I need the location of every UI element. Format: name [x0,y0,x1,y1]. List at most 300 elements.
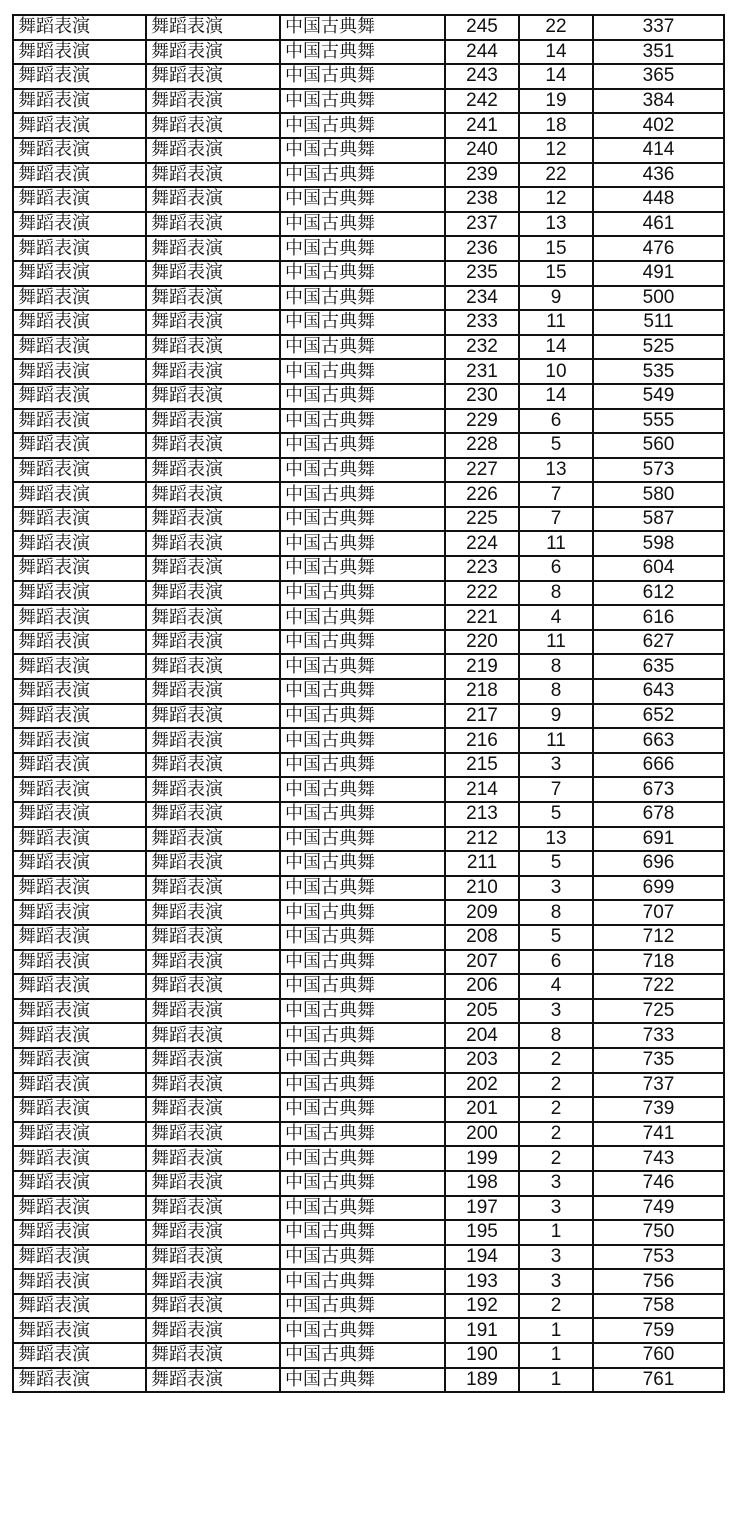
category-cell: 舞蹈表演 [13,507,146,532]
count-cell: 22 [519,15,593,40]
table-row [13,286,724,311]
category-cell: 舞蹈表演 [13,1294,146,1319]
cumulative-cell: 384 [593,89,724,114]
count-cell: 1 [519,1220,593,1245]
table-row [13,1294,724,1319]
direction-cell: 中国古典舞 [280,827,445,852]
cumulative-cell: 678 [593,802,724,827]
major-cell: 舞蹈表演 [146,827,280,852]
cumulative-cell: 758 [593,1294,724,1319]
cumulative-cell: 666 [593,753,724,778]
category-cell: 舞蹈表演 [13,40,146,65]
score-cell: 234 [445,286,519,311]
count-cell: 19 [519,89,593,114]
count-cell: 5 [519,433,593,458]
table-row [13,433,724,458]
major-cell: 舞蹈表演 [146,1196,280,1221]
category-cell: 舞蹈表演 [13,728,146,753]
score-cell: 204 [445,1023,519,1048]
count-cell: 7 [519,507,593,532]
direction-cell: 中国古典舞 [280,1220,445,1245]
direction-cell: 中国古典舞 [280,384,445,409]
count-cell: 15 [519,261,593,286]
count-cell: 2 [519,1294,593,1319]
table-row [13,851,724,876]
category-cell: 舞蹈表演 [13,163,146,188]
major-cell: 舞蹈表演 [146,605,280,630]
table-row [13,581,724,606]
direction-cell: 中国古典舞 [280,704,445,729]
cumulative-cell: 491 [593,261,724,286]
count-cell: 14 [519,335,593,360]
table-row [13,384,724,409]
cumulative-cell: 535 [593,359,724,384]
score-cell: 227 [445,458,519,483]
score-cell: 218 [445,679,519,704]
major-cell: 舞蹈表演 [146,802,280,827]
table-row [13,163,724,188]
cumulative-cell: 663 [593,728,724,753]
category-cell: 舞蹈表演 [13,1048,146,1073]
score-cell: 193 [445,1269,519,1294]
table-row [13,335,724,360]
score-cell: 199 [445,1146,519,1171]
category-cell: 舞蹈表演 [13,1343,146,1368]
count-cell: 1 [519,1343,593,1368]
count-cell: 22 [519,163,593,188]
category-cell: 舞蹈表演 [13,113,146,138]
category-cell: 舞蹈表演 [13,64,146,89]
major-cell: 舞蹈表演 [146,163,280,188]
major-cell: 舞蹈表演 [146,310,280,335]
count-cell: 5 [519,802,593,827]
category-cell: 舞蹈表演 [13,1245,146,1270]
direction-cell: 中国古典舞 [280,876,445,901]
score-cell: 207 [445,950,519,975]
score-cell: 240 [445,138,519,163]
cumulative-cell: 402 [593,113,724,138]
score-cell: 219 [445,654,519,679]
direction-cell: 中国古典舞 [280,925,445,950]
score-cell: 210 [445,876,519,901]
cumulative-cell: 627 [593,630,724,655]
category-cell: 舞蹈表演 [13,876,146,901]
table-row [13,1048,724,1073]
category-cell: 舞蹈表演 [13,999,146,1024]
score-cell: 236 [445,236,519,261]
count-cell: 15 [519,236,593,261]
direction-cell: 中国古典舞 [280,335,445,360]
cumulative-cell: 707 [593,900,724,925]
major-cell: 舞蹈表演 [146,113,280,138]
category-cell: 舞蹈表演 [13,1220,146,1245]
category-cell: 舞蹈表演 [13,777,146,802]
major-cell: 舞蹈表演 [146,728,280,753]
category-cell: 舞蹈表演 [13,1146,146,1171]
cumulative-cell: 414 [593,138,724,163]
category-cell: 舞蹈表演 [13,605,146,630]
direction-cell: 中国古典舞 [280,40,445,65]
score-cell: 205 [445,999,519,1024]
score-cell: 189 [445,1368,519,1393]
direction-cell: 中国古典舞 [280,409,445,434]
direction-cell: 中国古典舞 [280,64,445,89]
score-cell: 235 [445,261,519,286]
major-cell: 舞蹈表演 [146,507,280,532]
table-row [13,310,724,335]
direction-cell: 中国古典舞 [280,113,445,138]
count-cell: 3 [519,1269,593,1294]
cumulative-cell: 635 [593,654,724,679]
table-row [13,974,724,999]
score-cell: 239 [445,163,519,188]
category-cell: 舞蹈表演 [13,187,146,212]
major-cell: 舞蹈表演 [146,409,280,434]
major-cell: 舞蹈表演 [146,433,280,458]
major-cell: 舞蹈表演 [146,1245,280,1270]
category-cell: 舞蹈表演 [13,212,146,237]
major-cell: 舞蹈表演 [146,1122,280,1147]
cumulative-cell: 746 [593,1171,724,1196]
count-cell: 5 [519,851,593,876]
cumulative-cell: 476 [593,236,724,261]
category-cell: 舞蹈表演 [13,261,146,286]
count-cell: 3 [519,1196,593,1221]
count-cell: 2 [519,1097,593,1122]
table-row [13,409,724,434]
cumulative-cell: 699 [593,876,724,901]
cumulative-cell: 616 [593,605,724,630]
table-row [13,950,724,975]
count-cell: 3 [519,999,593,1024]
direction-cell: 中国古典舞 [280,1146,445,1171]
direction-cell: 中国古典舞 [280,1343,445,1368]
major-cell: 舞蹈表演 [146,1343,280,1368]
category-cell: 舞蹈表演 [13,433,146,458]
cumulative-cell: 500 [593,286,724,311]
score-cell: 202 [445,1073,519,1098]
category-cell: 舞蹈表演 [13,925,146,950]
category-cell: 舞蹈表演 [13,581,146,606]
table-row [13,187,724,212]
direction-cell: 中国古典舞 [280,310,445,335]
major-cell: 舞蹈表演 [146,359,280,384]
direction-cell: 中国古典舞 [280,15,445,40]
table-row [13,1171,724,1196]
score-cell: 245 [445,15,519,40]
score-cell: 230 [445,384,519,409]
direction-cell: 中国古典舞 [280,1245,445,1270]
cumulative-cell: 573 [593,458,724,483]
table-row [13,458,724,483]
count-cell: 3 [519,1171,593,1196]
direction-cell: 中国古典舞 [280,187,445,212]
cumulative-cell: 735 [593,1048,724,1073]
major-cell: 舞蹈表演 [146,286,280,311]
table-row [13,1122,724,1147]
major-cell: 舞蹈表演 [146,138,280,163]
count-cell: 2 [519,1073,593,1098]
direction-cell: 中国古典舞 [280,728,445,753]
category-cell: 舞蹈表演 [13,1073,146,1098]
score-cell: 223 [445,556,519,581]
count-cell: 7 [519,482,593,507]
table-row [13,704,724,729]
direction-cell: 中国古典舞 [280,286,445,311]
score-cell: 200 [445,1122,519,1147]
score-cell: 201 [445,1097,519,1122]
cumulative-cell: 756 [593,1269,724,1294]
table-row [13,138,724,163]
category-cell: 舞蹈表演 [13,851,146,876]
major-cell: 舞蹈表演 [146,212,280,237]
direction-cell: 中国古典舞 [280,900,445,925]
cumulative-cell: 733 [593,1023,724,1048]
score-cell: 225 [445,507,519,532]
direction-cell: 中国古典舞 [280,999,445,1024]
category-cell: 舞蹈表演 [13,974,146,999]
count-cell: 14 [519,40,593,65]
category-cell: 舞蹈表演 [13,531,146,556]
direction-cell: 中国古典舞 [280,753,445,778]
major-cell: 舞蹈表演 [146,1318,280,1343]
count-cell: 8 [519,654,593,679]
category-cell: 舞蹈表演 [13,1171,146,1196]
category-cell: 舞蹈表演 [13,1196,146,1221]
major-cell: 舞蹈表演 [146,89,280,114]
count-cell: 6 [519,556,593,581]
category-cell: 舞蹈表演 [13,482,146,507]
score-cell: 238 [445,187,519,212]
cumulative-cell: 560 [593,433,724,458]
direction-cell: 中国古典舞 [280,1073,445,1098]
score-cell: 198 [445,1171,519,1196]
count-cell: 8 [519,900,593,925]
direction-cell: 中国古典舞 [280,1171,445,1196]
cumulative-cell: 737 [593,1073,724,1098]
major-cell: 舞蹈表演 [146,187,280,212]
major-cell: 舞蹈表演 [146,236,280,261]
score-cell: 232 [445,335,519,360]
score-cell: 244 [445,40,519,65]
table-row [13,1220,724,1245]
direction-cell: 中国古典舞 [280,458,445,483]
cumulative-cell: 749 [593,1196,724,1221]
count-cell: 10 [519,359,593,384]
count-cell: 1 [519,1318,593,1343]
table-row [13,900,724,925]
category-cell: 舞蹈表演 [13,654,146,679]
count-cell: 14 [519,64,593,89]
count-cell: 4 [519,974,593,999]
major-cell: 舞蹈表演 [146,581,280,606]
score-cell: 233 [445,310,519,335]
cumulative-cell: 525 [593,335,724,360]
table-row [13,359,724,384]
category-cell: 舞蹈表演 [13,409,146,434]
count-cell: 4 [519,605,593,630]
count-cell: 18 [519,113,593,138]
direction-cell: 中国古典舞 [280,1318,445,1343]
major-cell: 舞蹈表演 [146,15,280,40]
score-cell: 213 [445,802,519,827]
table-row [13,1269,724,1294]
category-cell: 舞蹈表演 [13,704,146,729]
direction-cell: 中国古典舞 [280,433,445,458]
count-cell: 11 [519,531,593,556]
cumulative-cell: 549 [593,384,724,409]
category-cell: 舞蹈表演 [13,1269,146,1294]
major-cell: 舞蹈表演 [146,458,280,483]
score-cell: 222 [445,581,519,606]
score-cell: 224 [445,531,519,556]
major-cell: 舞蹈表演 [146,777,280,802]
table-row [13,654,724,679]
direction-cell: 中国古典舞 [280,1097,445,1122]
count-cell: 8 [519,679,593,704]
score-cell: 192 [445,1294,519,1319]
count-cell: 3 [519,753,593,778]
count-cell: 8 [519,1023,593,1048]
count-cell: 6 [519,409,593,434]
count-cell: 2 [519,1048,593,1073]
category-cell: 舞蹈表演 [13,15,146,40]
major-cell: 舞蹈表演 [146,1220,280,1245]
direction-cell: 中国古典舞 [280,1023,445,1048]
score-cell: 243 [445,64,519,89]
score-cell: 242 [445,89,519,114]
category-cell: 舞蹈表演 [13,679,146,704]
count-cell: 6 [519,950,593,975]
count-cell: 11 [519,728,593,753]
cumulative-cell: 759 [593,1318,724,1343]
major-cell: 舞蹈表演 [146,999,280,1024]
table-row [13,827,724,852]
direction-cell: 中国古典舞 [280,1368,445,1393]
cumulative-cell: 712 [593,925,724,950]
direction-cell: 中国古典舞 [280,531,445,556]
count-cell: 2 [519,1122,593,1147]
major-cell: 舞蹈表演 [146,1294,280,1319]
table-row [13,64,724,89]
category-cell: 舞蹈表演 [13,630,146,655]
direction-cell: 中国古典舞 [280,236,445,261]
cumulative-cell: 718 [593,950,724,975]
table-row [13,925,724,950]
direction-cell: 中国古典舞 [280,974,445,999]
direction-cell: 中国古典舞 [280,1294,445,1319]
direction-cell: 中国古典舞 [280,261,445,286]
major-cell: 舞蹈表演 [146,482,280,507]
direction-cell: 中国古典舞 [280,1048,445,1073]
direction-cell: 中国古典舞 [280,851,445,876]
score-cell: 191 [445,1318,519,1343]
table-row [13,876,724,901]
direction-cell: 中国古典舞 [280,507,445,532]
direction-cell: 中国古典舞 [280,630,445,655]
count-cell: 2 [519,1146,593,1171]
cumulative-cell: 587 [593,507,724,532]
count-cell: 7 [519,777,593,802]
cumulative-cell: 725 [593,999,724,1024]
direction-cell: 中国古典舞 [280,605,445,630]
major-cell: 舞蹈表演 [146,704,280,729]
direction-cell: 中国古典舞 [280,679,445,704]
score-cell: 212 [445,827,519,852]
major-cell: 舞蹈表演 [146,384,280,409]
score-distribution-table [12,14,725,1393]
table-row [13,1245,724,1270]
count-cell: 13 [519,458,593,483]
category-cell: 舞蹈表演 [13,900,146,925]
category-cell: 舞蹈表演 [13,802,146,827]
major-cell: 舞蹈表演 [146,630,280,655]
table-row [13,556,724,581]
category-cell: 舞蹈表演 [13,1122,146,1147]
direction-cell: 中国古典舞 [280,654,445,679]
cumulative-cell: 365 [593,64,724,89]
direction-cell: 中国古典舞 [280,777,445,802]
major-cell: 舞蹈表演 [146,40,280,65]
score-cell: 209 [445,900,519,925]
cumulative-cell: 652 [593,704,724,729]
count-cell: 11 [519,630,593,655]
score-cell: 229 [445,409,519,434]
count-cell: 11 [519,310,593,335]
cumulative-cell: 351 [593,40,724,65]
cumulative-cell: 696 [593,851,724,876]
count-cell: 13 [519,212,593,237]
table-row [13,482,724,507]
table-row [13,630,724,655]
table-row [13,777,724,802]
category-cell: 舞蹈表演 [13,310,146,335]
major-cell: 舞蹈表演 [146,261,280,286]
score-cell: 195 [445,1220,519,1245]
cumulative-cell: 598 [593,531,724,556]
score-cell: 217 [445,704,519,729]
table-row [13,1318,724,1343]
cumulative-cell: 436 [593,163,724,188]
cumulative-cell: 673 [593,777,724,802]
score-cell: 215 [445,753,519,778]
cumulative-cell: 761 [593,1368,724,1393]
score-cell: 206 [445,974,519,999]
cumulative-cell: 580 [593,482,724,507]
count-cell: 5 [519,925,593,950]
major-cell: 舞蹈表演 [146,1146,280,1171]
table-row [13,1368,724,1393]
category-cell: 舞蹈表演 [13,753,146,778]
major-cell: 舞蹈表演 [146,531,280,556]
major-cell: 舞蹈表演 [146,1368,280,1393]
category-cell: 舞蹈表演 [13,359,146,384]
table-row [13,113,724,138]
table-row [13,679,724,704]
category-cell: 舞蹈表演 [13,335,146,360]
count-cell: 9 [519,704,593,729]
cumulative-cell: 741 [593,1122,724,1147]
major-cell: 舞蹈表演 [146,1171,280,1196]
count-cell: 14 [519,384,593,409]
table-row [13,15,724,40]
table-row [13,802,724,827]
table-row [13,40,724,65]
count-cell: 8 [519,581,593,606]
major-cell: 舞蹈表演 [146,64,280,89]
major-cell: 舞蹈表演 [146,335,280,360]
score-cell: 221 [445,605,519,630]
